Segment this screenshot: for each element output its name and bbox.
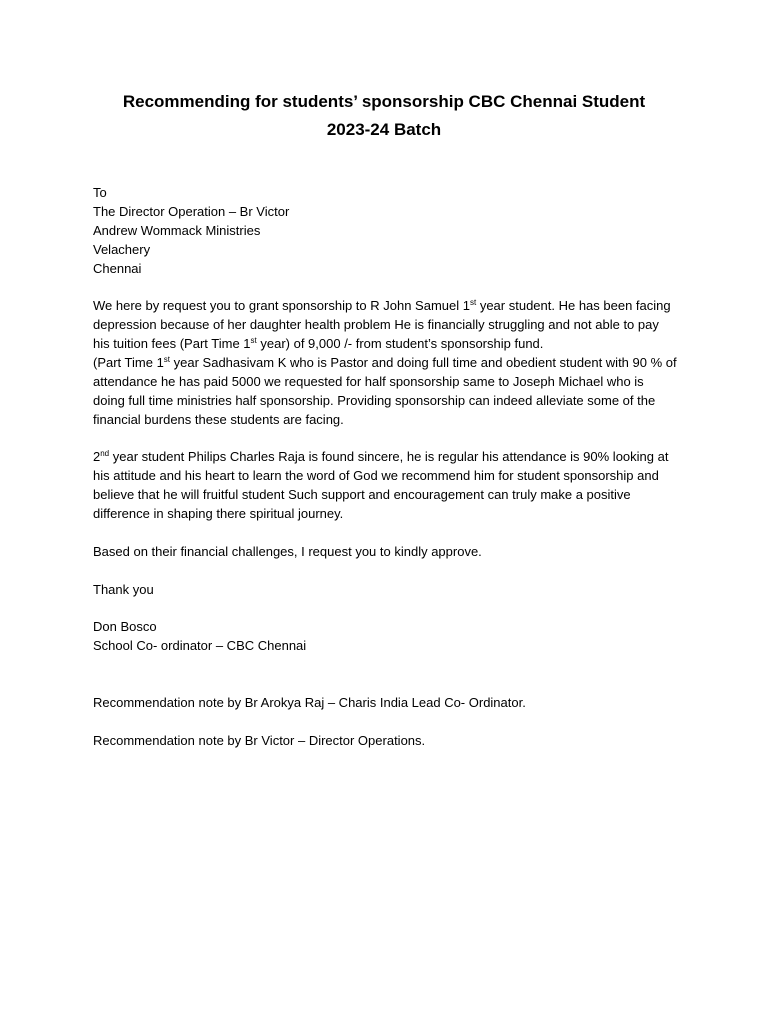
- recommendation-note-2: Recommendation note by Br Victor – Director Operations.: [93, 732, 426, 748]
- ordinal-suffix: nd: [100, 449, 110, 459]
- ordinal-suffix: st: [163, 355, 171, 365]
- address-recipient: The Director Operation – Br Victor: [93, 203, 290, 219]
- paragraph-line: attendance he has paid 5000 we requested for half sponsorship same to Joseph Michael who is: [93, 373, 644, 389]
- text-run: We here by request you to grant sponsorship to R John Samuel 1: [93, 298, 470, 314]
- recommendation-note-1: Recommendation note by Br Arokya Raj – Charis India Lead Co- Ordinator.: [93, 695, 526, 711]
- spacer: [93, 675, 693, 694]
- paragraph-line: difference in shaping there spiritual journey.: [93, 506, 344, 522]
- paragraph-line: [93, 297, 693, 316]
- spacer: [93, 562, 693, 581]
- paragraph-line: depression because of her daughter health problem He is financially struggling and not able to pay: [93, 317, 659, 333]
- paragraph-line: doing full time ministries half sponsorship. Providing sponsorship can indeed alleviate some of the: [93, 392, 656, 408]
- paragraph-second-year-student: [93, 448, 693, 524]
- title-line-2: 2023-24 Batch: [326, 120, 442, 139]
- text-run: year student. He has been facing: [476, 298, 671, 314]
- letter-body: [93, 184, 693, 751]
- paragraph-sponsorship-request: [93, 297, 693, 429]
- signatory-name: Don Bosco: [93, 619, 157, 635]
- document-title: [60, 88, 708, 144]
- spacer: [93, 713, 693, 732]
- address-locality: Velachery: [93, 241, 151, 257]
- text-run: (Part Time 1: [93, 355, 164, 371]
- text-run: year) of 9,000 /- from student’s sponsorship fund.: [256, 336, 544, 352]
- paragraph-line: [93, 354, 693, 373]
- spacer: [93, 656, 693, 675]
- text-run: year student Philips Charles Raja is found sincere, he is regular his attendance is 90% looking at: [109, 449, 669, 465]
- ordinal-suffix: st: [469, 298, 477, 308]
- approval-request: Based on their financial challenges, I request you to kindly approve.: [93, 543, 482, 559]
- ordinal-suffix: st: [250, 336, 257, 346]
- title-line-1: Recommending for students’ sponsorship CBC Chennai Student: [122, 92, 646, 111]
- spacer: [93, 600, 693, 619]
- closing-thank-you: Thank you: [93, 581, 154, 597]
- paragraph-line: financial burdens these students are facing.: [93, 411, 344, 427]
- address-organization: Andrew Wommack Ministries: [93, 222, 261, 238]
- paragraph-line: his attitude and his heart to learn the word of God we recommend him for student sponsorship and: [93, 468, 659, 484]
- signature-block: [93, 618, 693, 656]
- text-run: his tuition fees (Part Time 1: [93, 336, 251, 352]
- paragraph-line: believe that he will fruitful student Such support and encouragement can truly make a positive: [93, 487, 631, 503]
- address-to: To: [93, 185, 107, 200]
- address-block: [93, 184, 693, 278]
- spacer: [93, 278, 693, 297]
- signatory-role: School Co- ordinator – CBC Chennai: [93, 638, 307, 654]
- paragraph-line: [93, 335, 693, 354]
- text-run: year Sadhasivam K who is Pastor and doing full time and obedient student with 90 % of: [170, 355, 677, 371]
- paragraph-line: [93, 448, 693, 467]
- address-city: Chennai: [93, 260, 142, 276]
- spacer: [93, 524, 693, 543]
- spacer: [93, 430, 693, 449]
- text-run: 2: [93, 449, 101, 465]
